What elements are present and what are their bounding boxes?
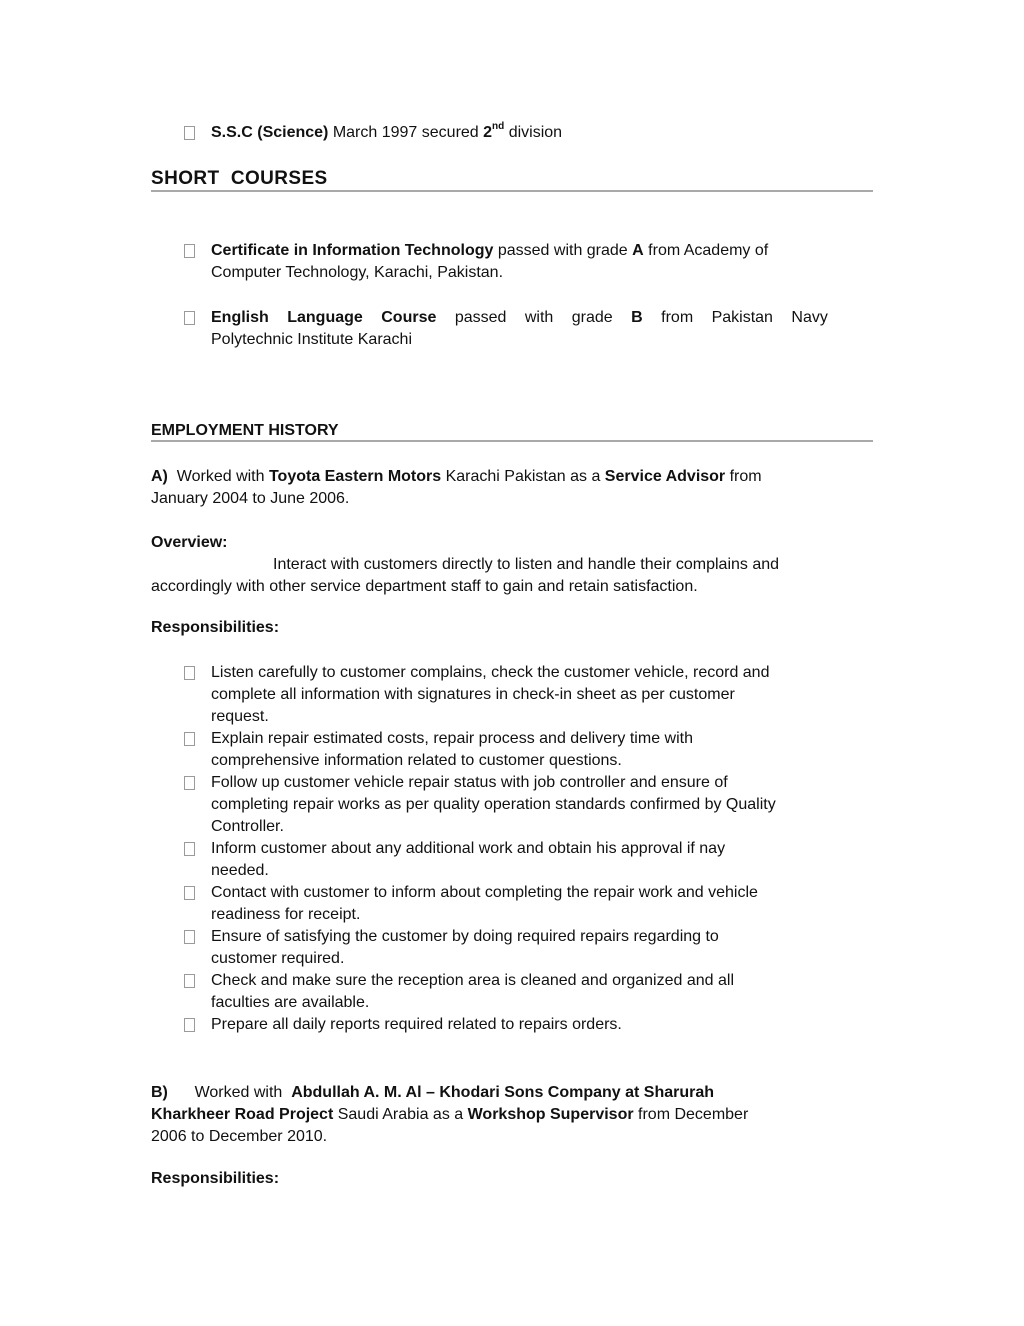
list-item bbox=[181, 240, 873, 284]
course-rest: from Academy of bbox=[648, 242, 769, 259]
resp-line: comprehensive information related to customer questions. bbox=[211, 752, 622, 769]
ssc-text: March 1997 secured bbox=[332, 124, 479, 141]
ssc-division-sup: nd bbox=[492, 121, 505, 132]
job-letter: A) bbox=[151, 468, 168, 485]
resp-line: request. bbox=[211, 708, 269, 725]
list-item bbox=[181, 662, 873, 728]
job-role: Service Advisor bbox=[604, 468, 726, 485]
resp-line: faculties are available. bbox=[211, 994, 370, 1011]
bullet-box-icon bbox=[184, 974, 195, 988]
overview-line1: Interact with customers directly to listen and handle their complains and bbox=[273, 556, 780, 573]
list-item bbox=[181, 728, 873, 772]
resp-line: Explain repair estimated costs, repair process and delivery time with bbox=[211, 730, 693, 747]
bullet-box-icon bbox=[184, 244, 195, 258]
course-mid: passed with grade bbox=[497, 242, 628, 259]
course-rest-line2: Polytechnic Institute Karachi bbox=[211, 331, 412, 348]
list-item bbox=[181, 882, 873, 926]
resp-line: readiness for receipt. bbox=[211, 906, 361, 923]
list-item bbox=[181, 970, 873, 1014]
resp-line: customer required. bbox=[211, 950, 345, 967]
bullet-box-icon bbox=[184, 842, 195, 856]
list-item bbox=[181, 772, 873, 838]
ssc-division-word: division bbox=[508, 124, 563, 141]
section-rule bbox=[151, 440, 873, 442]
job-company-line1: Abdullah A. M. Al – Khodari Sons Company at Sharurah bbox=[291, 1084, 715, 1101]
responsibilities-label-text: Responsibilities: bbox=[151, 1170, 280, 1187]
course-rest-line2: Computer Technology, Karachi, Pakistan. bbox=[211, 264, 504, 281]
overview-label: Overview: bbox=[151, 534, 228, 551]
bullet-box-icon bbox=[184, 311, 195, 325]
resp-line: complete all information with signatures in check-in sheet as per customer bbox=[211, 686, 735, 703]
resp-line: Ensure of satisfying the customer by doing required repairs regarding to bbox=[211, 928, 719, 945]
course-title: Certificate in Information Technology bbox=[211, 242, 494, 259]
section-rule bbox=[151, 190, 873, 192]
resp-line: Controller. bbox=[211, 818, 284, 835]
short-courses-heading: SHORT COURSES bbox=[151, 168, 328, 189]
responsibilities-label-b bbox=[151, 1168, 873, 1190]
course-rest: from Pakistan Navy bbox=[661, 309, 828, 326]
ssc-item bbox=[181, 122, 873, 144]
bullet-box-icon bbox=[184, 666, 195, 680]
course-grade: B bbox=[631, 309, 643, 326]
job-mid: Karachi Pakistan as a bbox=[445, 468, 601, 485]
resp-line: Contact with customer to inform about completing the repair work and vehicle bbox=[211, 884, 758, 901]
bullet-box-icon bbox=[184, 930, 195, 944]
list-item bbox=[181, 926, 873, 970]
resp-line: Listen carefully to customer complains, check the customer vehicle, record and bbox=[211, 664, 770, 681]
bullet-box-icon bbox=[184, 776, 195, 790]
employment-heading: EMPLOYMENT HISTORY bbox=[151, 422, 339, 439]
job-pre: Worked with bbox=[194, 1084, 283, 1101]
job-b-paragraph bbox=[151, 1082, 873, 1148]
course-grade: A bbox=[632, 242, 644, 259]
resp-line: Prepare all daily reports required related to repairs orders. bbox=[211, 1016, 622, 1033]
resp-line: Follow up customer vehicle repair status with job controller and ensure of bbox=[211, 774, 728, 791]
job-a-paragraph bbox=[151, 466, 873, 510]
job-post: from December bbox=[638, 1106, 749, 1123]
responsibilities-label bbox=[151, 617, 873, 639]
overview-block bbox=[151, 532, 873, 598]
list-item bbox=[181, 1014, 873, 1036]
job-role: Workshop Supervisor bbox=[467, 1106, 634, 1123]
job-letter: B) bbox=[151, 1084, 168, 1101]
bullet-box-icon bbox=[184, 126, 195, 140]
course-mid: passed with grade bbox=[454, 309, 613, 326]
resp-line: Inform customer about any additional work and obtain his approval if nay bbox=[211, 840, 726, 857]
job-pre: Worked with bbox=[176, 468, 265, 485]
bullet-box-icon bbox=[184, 732, 195, 746]
resp-line: completing repair works as per quality operation standards confirmed by Quality bbox=[211, 796, 776, 813]
ssc-division-num: 2 bbox=[483, 124, 493, 141]
resp-line: Check and make sure the reception area is cleaned and organized and all bbox=[211, 972, 734, 989]
bullet-box-icon bbox=[184, 886, 195, 900]
list-item bbox=[181, 838, 873, 882]
list-item bbox=[181, 307, 873, 351]
job-company: Toyota Eastern Motors bbox=[268, 468, 442, 485]
job-post: from bbox=[729, 468, 762, 485]
overview-line2: accordingly with other service department staff to gain and retain satisfaction. bbox=[151, 578, 698, 595]
job-company-line2: Kharkheer Road Project bbox=[151, 1106, 334, 1123]
resp-line: needed. bbox=[211, 862, 269, 879]
responsibilities-label-text: Responsibilities: bbox=[151, 619, 280, 636]
bullet-box-icon bbox=[184, 1018, 195, 1032]
job-dates: 2006 to December 2010. bbox=[151, 1128, 328, 1145]
course-title: English Language Course bbox=[211, 309, 437, 326]
ssc-label: S.S.C (Science) bbox=[211, 124, 329, 141]
job-dates: January 2004 to June 2006. bbox=[151, 490, 350, 507]
job-mid: Saudi Arabia as a bbox=[337, 1106, 464, 1123]
responsibilities-list bbox=[181, 662, 873, 1036]
